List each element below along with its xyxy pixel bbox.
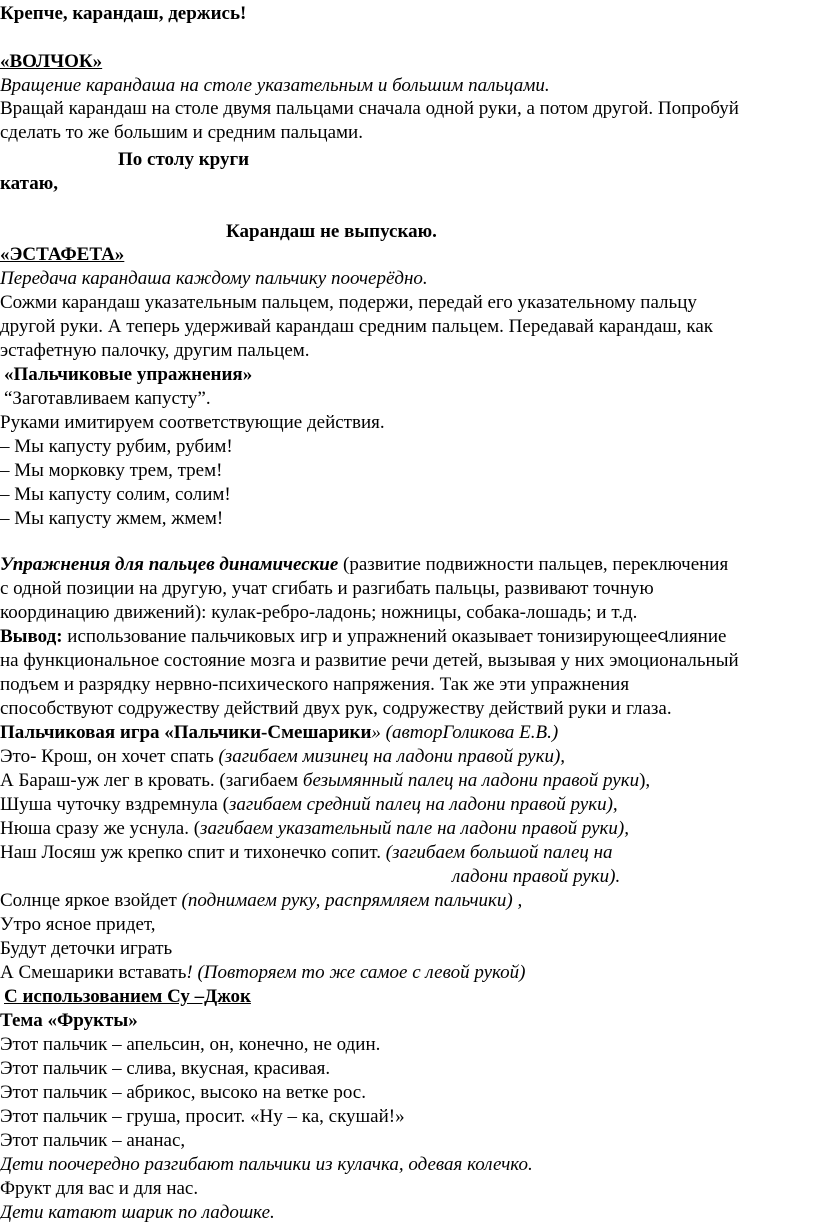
- sujok-theme: Тема «Фрукты»: [0, 1010, 138, 1031]
- poem-text: ),: [639, 770, 651, 791]
- dynamic-text: (развитие подвижности пальцев, переключения: [338, 554, 729, 575]
- smeshariki-author: » (авторГоликова Е.В.): [371, 722, 559, 743]
- sujok-line: Этот пальчик – абрикос, высоко на ветке рос.: [0, 1082, 366, 1103]
- dynamic-text-line: с одной позиции на другую, учат сгибать и разгибать пальцы, развивают точную: [0, 578, 654, 599]
- smeshariki-line: [0, 889, 522, 913]
- conclusion-text-line: на функциональное состояние мозга и развитие речи детей, вызывая у них эмоциональный: [0, 650, 739, 671]
- sujok-instruction: Дети поочередно разгибают пальчики из кулачка, одевая колечко.: [0, 1154, 533, 1175]
- smeshariki-line: [0, 769, 650, 793]
- volchok-poem-line: По столу круги: [118, 149, 250, 170]
- poem-instruction: ! (Повторяем то же самое с левой рукой): [186, 962, 526, 983]
- poem-instruction: (загибаем большой палец на: [385, 842, 613, 863]
- sujok-line: Этот пальчик – слива, вкусная, красивая.: [0, 1058, 331, 1079]
- poem-text: А Бараш-уж лег в кровать. (загибаем: [0, 770, 303, 791]
- document-title: Крепче, карандаш, держись!: [0, 3, 247, 24]
- volchok-text-line: сделать то же большим и средним пальцами.: [0, 122, 363, 143]
- finger-exercise-line: – Мы капусту рубим, рубим!: [0, 436, 233, 457]
- poem-text: А Смешарики вставать: [0, 962, 187, 983]
- estafeta-heading: «ЭСТАФЕТА»: [0, 244, 125, 265]
- conclusion-label: Вывод:: [0, 626, 63, 647]
- sujok-instruction: Дети катают шарик по ладошке.: [0, 1202, 275, 1223]
- smeshariki-line: [0, 841, 613, 865]
- estafeta-text-line: эстафетную палочку, другим пальцем.: [0, 340, 310, 361]
- poem-text: Солнце яркое взойдет: [0, 890, 182, 911]
- smeshariki-line: Утро ясное придет,: [0, 914, 156, 935]
- smeshariki-heading: Пальчиковая игра «Пальчики-Смешарики: [0, 722, 372, 743]
- poem-instruction: загибаем средний палец на ладони правой руки),: [228, 794, 618, 815]
- finger-exercise-line: – Мы морковку трем, трем!: [0, 460, 223, 481]
- estafeta-subtitle: Передача карандаша каждому пальчику поочерёдно.: [0, 268, 428, 289]
- finger-exercises-heading: «Пальчиковые упражнения»: [4, 364, 253, 385]
- dynamic-label: Упражнения для пальцев динамические: [0, 554, 339, 575]
- smeshariki-line: [0, 745, 565, 769]
- smeshariki-line: Будут деточки играть: [0, 938, 173, 959]
- poem-instruction: безымянный палец на ладони правой руки: [302, 770, 640, 791]
- conclusion-line: [0, 625, 726, 649]
- poem-text: Наш Лосяш уж крепко спит и тихонечко сопит.: [0, 842, 386, 863]
- sujok-line: Этот пальчик – ананас,: [0, 1130, 186, 1151]
- finger-exercise-line: – Мы капусту солим, солим!: [0, 484, 231, 505]
- volchok-text-line: Вращай карандаш на столе двумя пальцами сначала одной руки, а потом другой. Попробуй: [0, 98, 739, 119]
- poem-instruction: (загибаем мизинец на ладони правой руки),: [218, 746, 566, 767]
- dynamic-text-line: координацию движений): кулак-ребро-ладонь; ножницы, собака-лошадь; и т.д.: [0, 602, 638, 623]
- volchok-poem-line: катаю,: [0, 173, 59, 194]
- conclusion-text-line: подъем и разрядку нервно-психического напряжения. Так же эти упражнения: [0, 674, 630, 695]
- dynamic-line: [0, 553, 728, 577]
- conclusion-text-line: способствуют содружеству действий двух рук, содружеству действий руки и глаза.: [0, 698, 672, 719]
- smeshariki-line: [0, 961, 526, 985]
- poem-text: Нюша сразу же уснула. (: [0, 818, 201, 839]
- finger-exercises-intro: Руками имитируем соответствующие действия.: [0, 412, 385, 433]
- sujok-line: Этот пальчик – груша, просит. «Ну – ка, скушай!»: [0, 1106, 405, 1127]
- volchok-heading: «ВОЛЧОК»: [0, 51, 103, 72]
- volchok-poem-line: Карандаш не выпускаю.: [226, 221, 437, 242]
- finger-exercises-title: “Заготавливаем капусту”.: [4, 388, 211, 409]
- poem-instruction: ладони правой руки).: [452, 866, 621, 887]
- poem-instruction: загибаем указательный пале на ладони правой руки),: [200, 818, 629, 839]
- finger-exercise-line: – Мы капусту жмем, жмем!: [0, 508, 224, 529]
- estafeta-text-line: Сожми карандаш указательным пальцем, подержи, передай его указательному пальцу: [0, 292, 697, 313]
- sujok-line: Фрукт для вас и для нас.: [0, 1178, 199, 1199]
- estafeta-text-line: другой руки. А теперь удерживай карандаш средним пальцем. Передавай карандаш, как: [0, 316, 714, 337]
- smeshariki-heading-line: [0, 721, 558, 745]
- poem-instruction: (поднимаем руку, распрямляем пальчики) ,: [181, 890, 523, 911]
- conclusion-text: использование пальчиковых игр и упражнений оказывает тонизирующееવлияние: [62, 626, 727, 647]
- sujok-line: Этот пальчик – апельсин, он, конечно, не один.: [0, 1034, 381, 1055]
- poem-text: Это- Крош, он хочет спать: [0, 746, 219, 767]
- smeshariki-line: [0, 793, 618, 817]
- smeshariki-line: [0, 817, 629, 841]
- sujok-heading: С использованием Су –Джок: [4, 986, 251, 1007]
- volchok-subtitle: Вращение карандаша на столе указательным и большим пальцами.: [0, 75, 550, 96]
- poem-text: Шуша чуточку вздремнула (: [0, 794, 229, 815]
